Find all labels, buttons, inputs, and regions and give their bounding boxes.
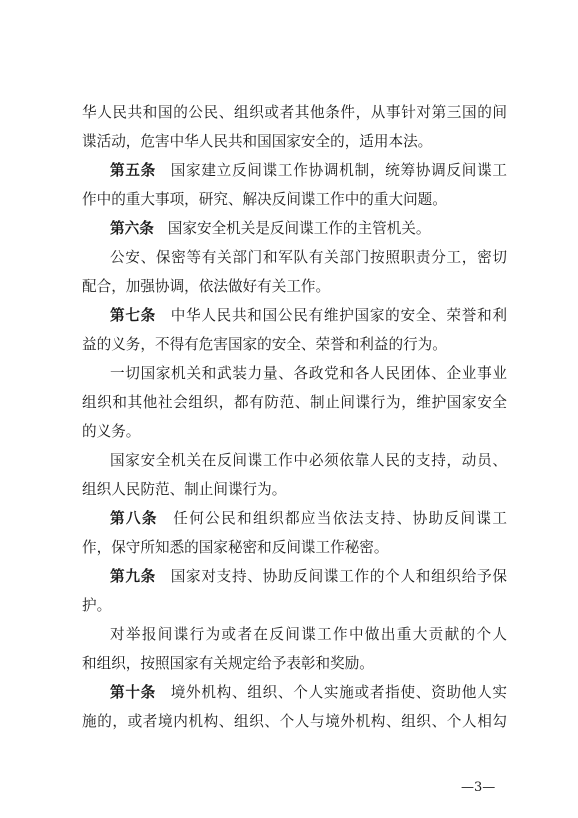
article-6 [82, 214, 507, 243]
article-heading: 第十条 [110, 684, 156, 701]
article-5 [82, 156, 507, 185]
text-line: 华人民共和国的公民、组织或者其他条件，从事针对第三国的间 [82, 104, 507, 121]
text-line: 境外机构、组织、个人实施或者指使、资助他人实 [169, 684, 507, 701]
text-line: 组织人民防范、制止间谍行为。 [82, 481, 287, 498]
text-line: 护。 [82, 597, 112, 614]
article-heading: 第五条 [110, 162, 156, 179]
text-line: 国家安全机关是反间谍工作的主管机关。 [167, 220, 431, 237]
text-line: 配合，加强协调，依法做好有关工作。 [82, 278, 331, 295]
text-line: 作，保守所知悉的国家秘密和反间谍工作秘密。 [82, 539, 389, 556]
text-line: 和组织，按照国家有关规定给予表彰和奖励。 [82, 655, 374, 672]
article-7 [82, 301, 507, 330]
text-line: 一切国家机关和武装力量、各政党和各人民团体、企业事业 [110, 365, 507, 382]
text-line: 公安、保密等有关部门和军队有关部门按照职责分工，密切 [110, 249, 507, 266]
article-heading: 第八条 [110, 510, 158, 527]
article-9 [82, 562, 507, 591]
text-line: 组织和其他社会组织，都有防范、制止间谍行为，维护国家安全 [82, 394, 507, 411]
text-line: 对举报间谍行为或者在反间谍工作中做出重大贡献的个人 [110, 626, 507, 643]
page-number: —3— [461, 780, 496, 795]
article-10 [82, 678, 507, 707]
article-8 [82, 504, 507, 533]
article-heading: 第六条 [110, 220, 154, 237]
text-line: 国家对支持、协助反间谍工作的个人和组织给予保 [169, 568, 507, 585]
text-line: 施的，或者境内机构、组织、个人与境外机构、组织、个人相勾 [82, 713, 507, 730]
text-line: 任何公民和组织都应当依法支持、协助反间谍工 [171, 510, 507, 527]
text-line: 作中的重大事项，研究、解决反间谍工作中的重大问题。 [82, 191, 447, 208]
article-heading: 第九条 [110, 568, 156, 585]
text-line: 益的义务，不得有危害国家的安全、荣誉和利益的行为。 [82, 336, 447, 353]
document-body [82, 98, 507, 736]
text-line: 谍活动，危害中华人民共和国国家安全的，适用本法。 [82, 133, 433, 150]
text-line: 中华人民共和国公民有维护国家的安全、荣誉和利 [169, 307, 507, 324]
text-line: 国家建立反间谍工作协调机制，统筹协调反间谍工 [169, 162, 507, 179]
text-line: 的义务。 [82, 423, 141, 440]
text-line: 国家安全机关在反间谍工作中必须依靠人民的支持，动员、 [110, 452, 507, 469]
article-heading: 第七条 [110, 307, 156, 324]
